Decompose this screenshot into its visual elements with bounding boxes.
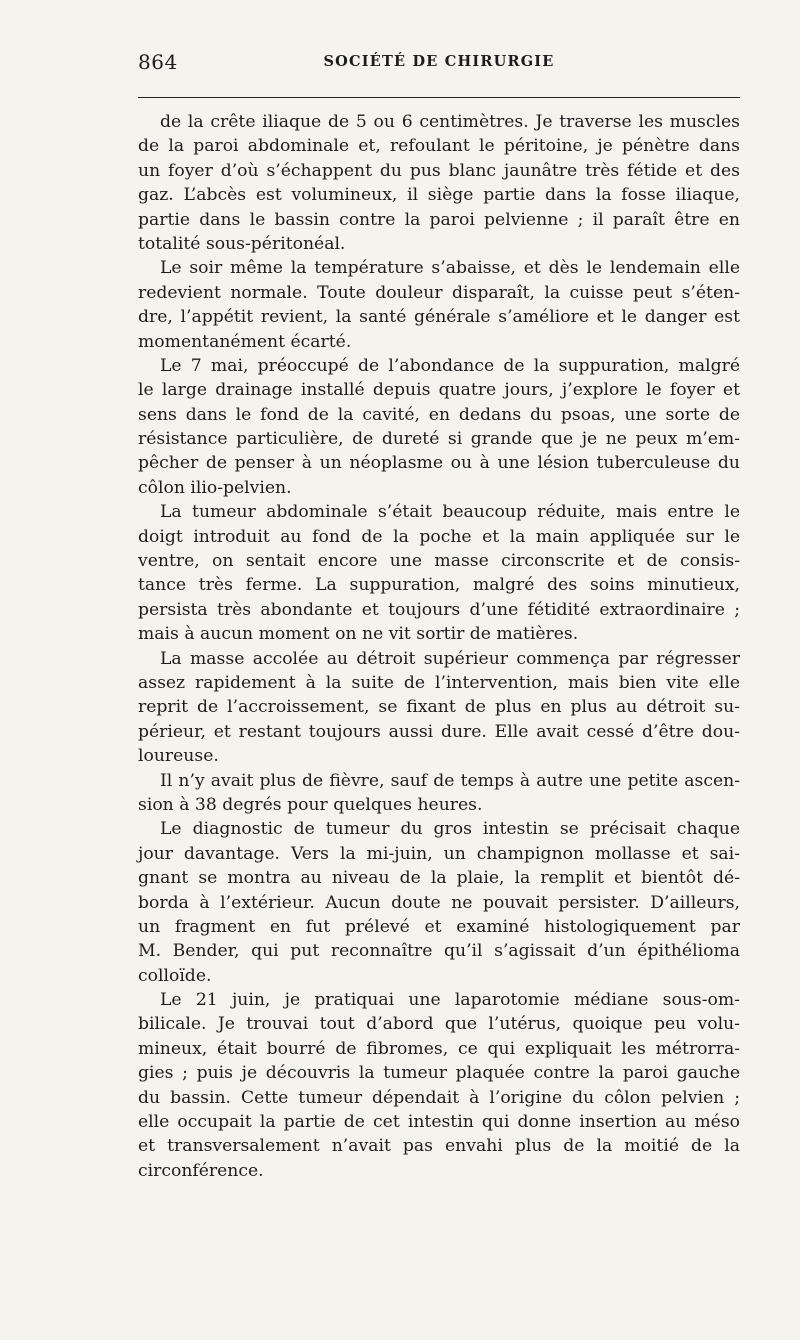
text-line: dre, l’appétit revient, la santé générale s’améliore et le danger est [138, 307, 740, 328]
body-text [138, 110, 740, 1183]
text-line: La tumeur abdominale s’était beaucoup réduite, mais entre le [160, 502, 740, 523]
text-line: Il n’y avait plus de fièvre, sauf de temps à autre une petite ascen- [160, 770, 740, 791]
paragraph [138, 988, 740, 1183]
text-line: reprit de l’accroissement, se fixant de plus en plus au détroit su- [138, 697, 740, 718]
text-line: jour davantage. Vers la mi-juin, un champignon mollasse et sai- [138, 843, 740, 864]
text-line: partie dans le bassin contre la paroi pelvienne ; il paraît être en [138, 209, 740, 230]
text-line: de la crête iliaque de 5 ou 6 centimètres. Je traverse les muscles [160, 112, 740, 132]
text-line: le large drainage installé depuis quatre jours, j’explore le foyer et [138, 380, 740, 401]
text-line: persista très abondante et toujours d’une fétidité extraordinaire ; [138, 599, 740, 620]
paragraph [138, 500, 740, 646]
header-rule [138, 97, 740, 98]
text-line: gaz. L’abcès est volumineux, il siège partie dans la fosse iliaque, [138, 185, 740, 206]
text-line: gies ; puis je découvris la tumeur plaquée contre la paroi gauche [138, 1063, 740, 1084]
text-line: Le diagnostic de tumeur du gros intestin se précisait chaque [160, 819, 740, 840]
text-line: doigt introduit au fond de la poche et la main appliquée sur le [138, 526, 740, 547]
text-line: un fragment en fut prélevé et examiné histologiquement par [138, 916, 740, 937]
text-line: Le 21 juin, je pratiquai une laparotomie médiane sous-om- [160, 990, 740, 1011]
text-line: totalité sous-péritonéal. [138, 233, 346, 254]
text-line: ventre, on sentait encore une masse circonscrite et de consis- [138, 551, 740, 572]
text-line: résistance particulière, de dureté si grande que je ne peux m’em- [138, 429, 740, 450]
text-line: un foyer d’où s’échappent du pus blanc jaunâtre très fétide et des [138, 160, 740, 181]
text-line: loureuse. [138, 746, 219, 767]
text-line: pêcher de penser à un néoplasme ou à une lésion tuberculeuse du [138, 453, 740, 474]
text-line: bilicale. Je trouvai tout d’abord que l’utérus, quoique peu volu- [138, 1014, 740, 1035]
text-line: Le soir même la température s’abaisse, et dès le lendemain elle [160, 258, 740, 279]
page-number: 864 [138, 50, 178, 74]
text-line: sens dans le fond de la cavité, en dedans du psoas, une sorte de [138, 404, 740, 425]
text-line: et transversalement n’avait pas envahi plus de la moitié de la [138, 1136, 740, 1157]
text-line: mais à aucun moment on ne vit sortir de matières. [138, 624, 579, 645]
text-line: Le 7 mai, préoccupé de l’abondance de la suppuration, malgré [160, 355, 740, 376]
text-line: momentanément écarté. [138, 331, 352, 352]
text-line: redevient normale. Toute douleur disparaît, la cuisse peut s’éten- [138, 282, 740, 303]
text-line: M. Bender, qui put reconnaître qu’il s’agissait d’un épithélioma [138, 941, 740, 962]
text-line: La masse accolée au détroit supérieur commença par régresser [160, 648, 740, 669]
text-line: gnant se montra au niveau de la plaie, la remplit et bientôt dé- [138, 868, 740, 889]
text-line: périeur, et restant toujours aussi dure. Elle avait cessé d’être dou- [138, 721, 740, 742]
text-line: borda à l’extérieur. Aucun doute ne pouvait persister. D’ailleurs, [138, 892, 740, 913]
text-line: colloïde. [138, 965, 212, 986]
text-line: de la paroi abdominale et, refoulant le péritoine, je pénètre dans [138, 136, 740, 157]
text-line: assez rapidement à la suite de l’intervention, mais bien vite elle [138, 672, 740, 693]
text-line: tance très ferme. La suppuration, malgré des soins minutieux, [138, 575, 740, 596]
paragraph [138, 110, 740, 256]
text-line: côlon ilio-pelvien. [138, 477, 292, 498]
text-line: du bassin. Cette tumeur dépendait à l’origine du côlon pelvien ; [138, 1087, 740, 1108]
paragraph [138, 256, 740, 354]
text-line: sion à 38 degrés pour quelques heures. [138, 794, 483, 815]
paragraph [138, 647, 740, 769]
text-line: circonférence. [138, 1160, 264, 1181]
text-line: elle occupait la partie de cet intestin qui donne insertion au méso [138, 1112, 740, 1133]
paragraph [138, 817, 740, 988]
paragraph [138, 354, 740, 500]
page-header [138, 50, 740, 74]
running-head: SOCIÉTÉ DE CHIRURGIE [323, 53, 555, 70]
text-line: mineux, était bourré de fibromes, ce qui expliquait les métrorra- [138, 1038, 740, 1059]
paragraph [138, 769, 740, 818]
